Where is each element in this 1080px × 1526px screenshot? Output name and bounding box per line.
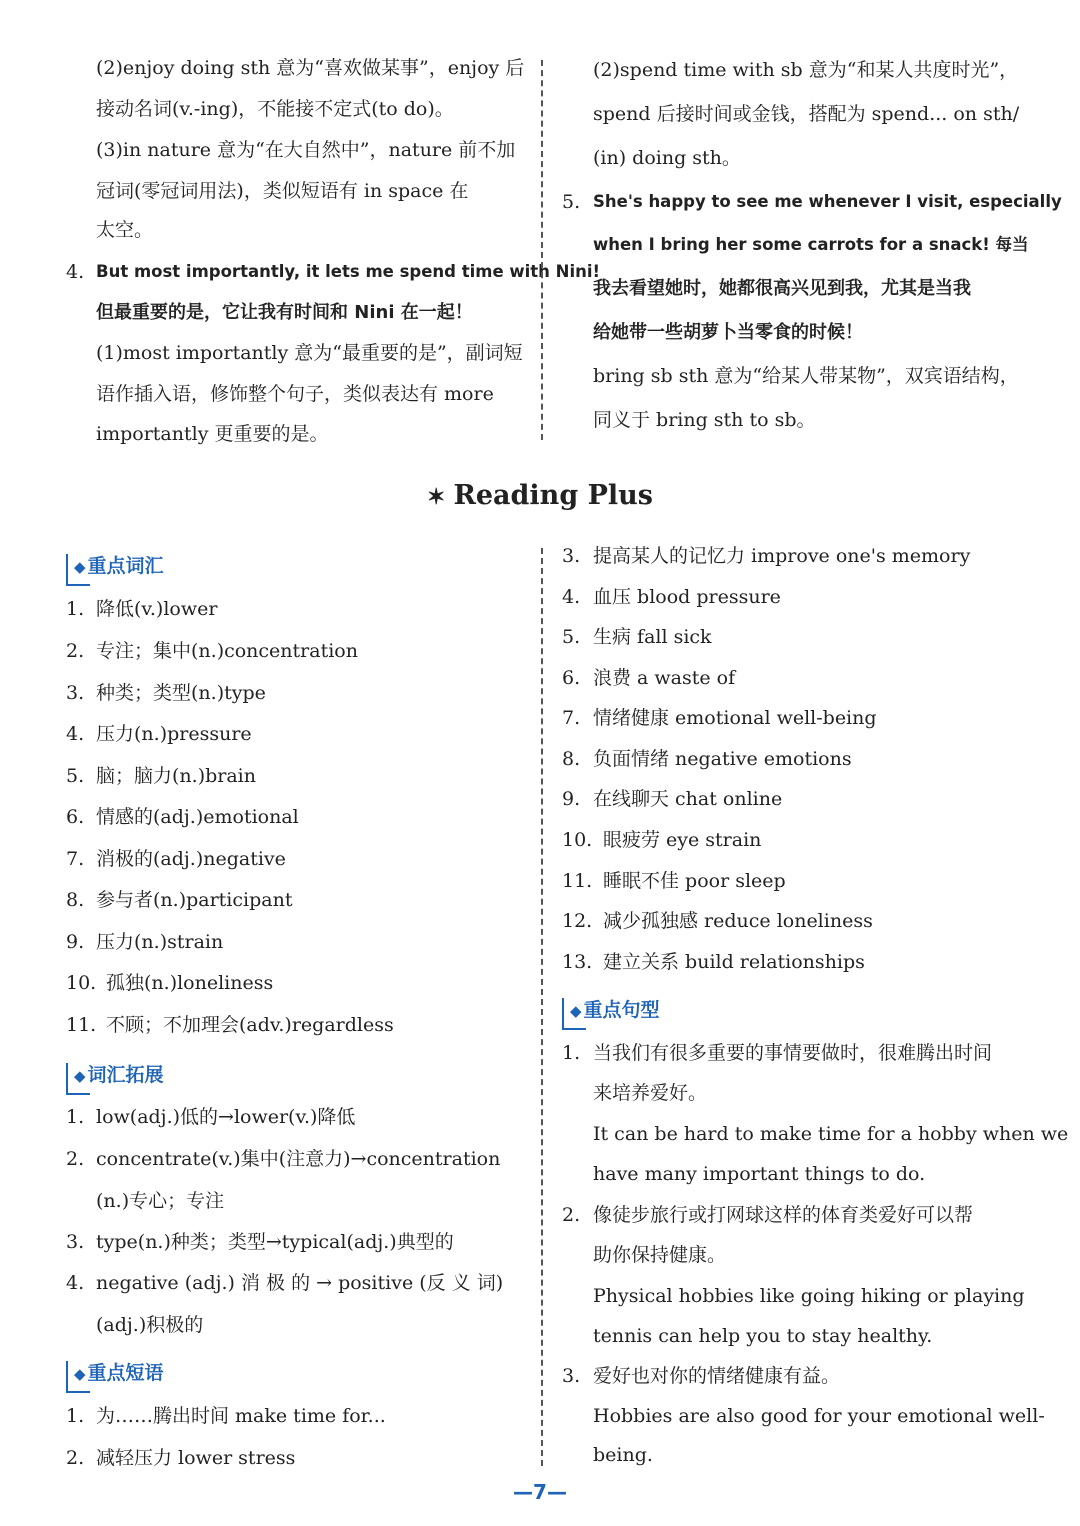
list-item: 4. 压力(n.)pressure: [66, 723, 252, 745]
list-item: 4. 血压 blood pressure: [562, 586, 781, 608]
list-item: 2. 减轻压力 lower stress: [66, 1447, 296, 1469]
list-item: 2. 专注；集中(n.)concentration: [66, 640, 358, 662]
list-item: 8. 负面情绪 negative emotions: [562, 748, 852, 770]
tag-label: 词汇拓展: [87, 1064, 164, 1086]
text-line: importantly 更重要的是。: [96, 423, 329, 445]
tag-label: 重点句型: [583, 999, 660, 1021]
list-item: 4. negative (adj.) 消 极 的 → positive (反 义 词): [66, 1272, 504, 1294]
section-title: [0, 480, 1080, 513]
text-line: (in) doing sth。: [593, 147, 741, 169]
text-line: (2)spend time with sb 意为“和某人共度时光”，: [593, 59, 1019, 81]
list-item: 11. 睡眠不佳 poor sleep: [562, 870, 786, 892]
list-item: 10. 孤独(n.)loneliness: [66, 972, 274, 994]
tag-key-vocabulary: [66, 551, 168, 581]
list-item: tennis can help you to stay healthy.: [593, 1325, 933, 1347]
list-item: 5. 生病 fall sick: [562, 626, 712, 648]
list-item: 1. low(adj.)低的→lower(v.)降低: [66, 1106, 356, 1128]
text-line: 冠词(零冠词用法)，类似短语有 in space 在: [96, 180, 469, 202]
list-item: 2. concentrate(v.)集中(注意力)→concentration: [66, 1148, 501, 1170]
list-item: 1. 降低(v.)lower: [66, 598, 218, 620]
list-item: 3. 提高某人的记忆力 improve one's memory: [562, 545, 971, 567]
text-line: 太空。: [96, 219, 154, 241]
list-item: 助你保持健康。: [593, 1244, 727, 1266]
key-sentence-en: when I bring her some carrots for a snack! 每当: [593, 235, 1029, 254]
list-item: It can be hard to make time for a hobby when we: [593, 1123, 1069, 1145]
list-item: 9. 在线聊天 chat online: [562, 788, 783, 810]
list-item: 10. 眼疲劳 eye strain: [562, 829, 762, 851]
list-item: Physical hobbies like going hiking or playing: [593, 1285, 1025, 1307]
tag-key-sentences: [562, 995, 664, 1025]
list-item: (n.)专心；专注: [96, 1190, 225, 1212]
list-item: 12. 减少孤独感 reduce loneliness: [562, 910, 873, 932]
list-item: 13. 建立关系 build relationships: [562, 951, 865, 973]
tag-label: 重点词汇: [87, 555, 164, 577]
diamond-icon: ◆: [74, 558, 86, 576]
item-number: 4.: [66, 261, 85, 283]
list-item: 7. 情绪健康 emotional well-being: [562, 707, 877, 729]
section-title-text: Reading Plus: [453, 480, 653, 511]
column-divider: [541, 548, 543, 1466]
key-sentence-cn: 给她带一些胡萝卜当零食的时候！: [593, 322, 863, 343]
diamond-icon: ◆: [74, 1067, 86, 1085]
diamond-icon: ◆: [570, 1002, 582, 1020]
list-item: 3. type(n.)种类；类型→typical(adj.)典型的: [66, 1231, 454, 1253]
list-item: 6. 情感的(adj.)emotional: [66, 806, 299, 828]
tag-label: 重点短语: [87, 1362, 164, 1384]
list-item: have many important things to do.: [593, 1163, 926, 1185]
list-item: 1. 为……腾出时间 make time for...: [66, 1405, 386, 1427]
list-item: 8. 参与者(n.)participant: [66, 889, 293, 911]
list-item: 7. 消极的(adj.)negative: [66, 848, 286, 870]
key-sentence-en: But most importantly, it lets me spend time with Nini!: [96, 262, 601, 281]
key-sentence-en: She's happy to see me whenever I visit, especially: [593, 192, 1062, 211]
list-item: 6. 浪费 a waste of: [562, 667, 736, 689]
list-item: 9. 压力(n.)strain: [66, 931, 224, 953]
list-item: 来培养爱好。: [593, 1082, 708, 1104]
list-item: (adj.)积极的: [96, 1314, 204, 1336]
list-item: 3. 种类；类型(n.)type: [66, 682, 266, 704]
list-item: 2. 像徒步旅行或打网球这样的体育类爱好可以帮: [562, 1204, 974, 1226]
key-sentence-cn: 但最重要的是，它让我有时间和 Nini 在一起！: [96, 302, 473, 323]
text-line: (1)most importantly 意为“最重要的是”，副词短: [96, 342, 523, 364]
star-icon: ✶: [427, 484, 446, 510]
tag-vocabulary-expansion: [66, 1060, 168, 1090]
text-line: 接动名词(v.-ing)，不能接不定式(to do)。: [96, 98, 454, 120]
item-number: 5.: [562, 191, 581, 213]
list-item: being.: [593, 1444, 653, 1466]
list-item: 5. 脑；脑力(n.)brain: [66, 765, 256, 787]
diamond-icon: ◆: [74, 1365, 86, 1383]
list-item: 1. 当我们有很多重要的事情要做时，很难腾出时间: [562, 1042, 993, 1064]
text-line: (2)enjoy doing sth 意为“喜欢做某事”，enjoy 后: [96, 57, 525, 79]
list-item: 3. 爱好也对你的情绪健康有益。: [562, 1365, 841, 1387]
text-line: (3)in nature 意为“在大自然中”，nature 前不加: [96, 139, 516, 161]
tag-key-phrases: [66, 1358, 168, 1388]
list-item: 11. 不顾；不加理会(adv.)regardless: [66, 1014, 394, 1036]
page-number: —7—: [513, 1480, 567, 1504]
list-item: Hobbies are also good for your emotional well-: [593, 1405, 1045, 1427]
column-divider: [541, 60, 543, 440]
text-line: 语作插入语，修饰整个句子，类似表达有 more: [96, 383, 494, 405]
key-sentence-cn: 我去看望她时，她都很高兴见到我，尤其是当我: [593, 278, 971, 299]
text-line: spend 后接时间或金钱，搭配为 spend... on sth/: [593, 103, 1020, 125]
text-line: bring sb sth 意为“给某人带某物”，双宾语结构，: [593, 365, 1019, 387]
text-line: 同义于 bring sth to sb。: [593, 409, 816, 431]
